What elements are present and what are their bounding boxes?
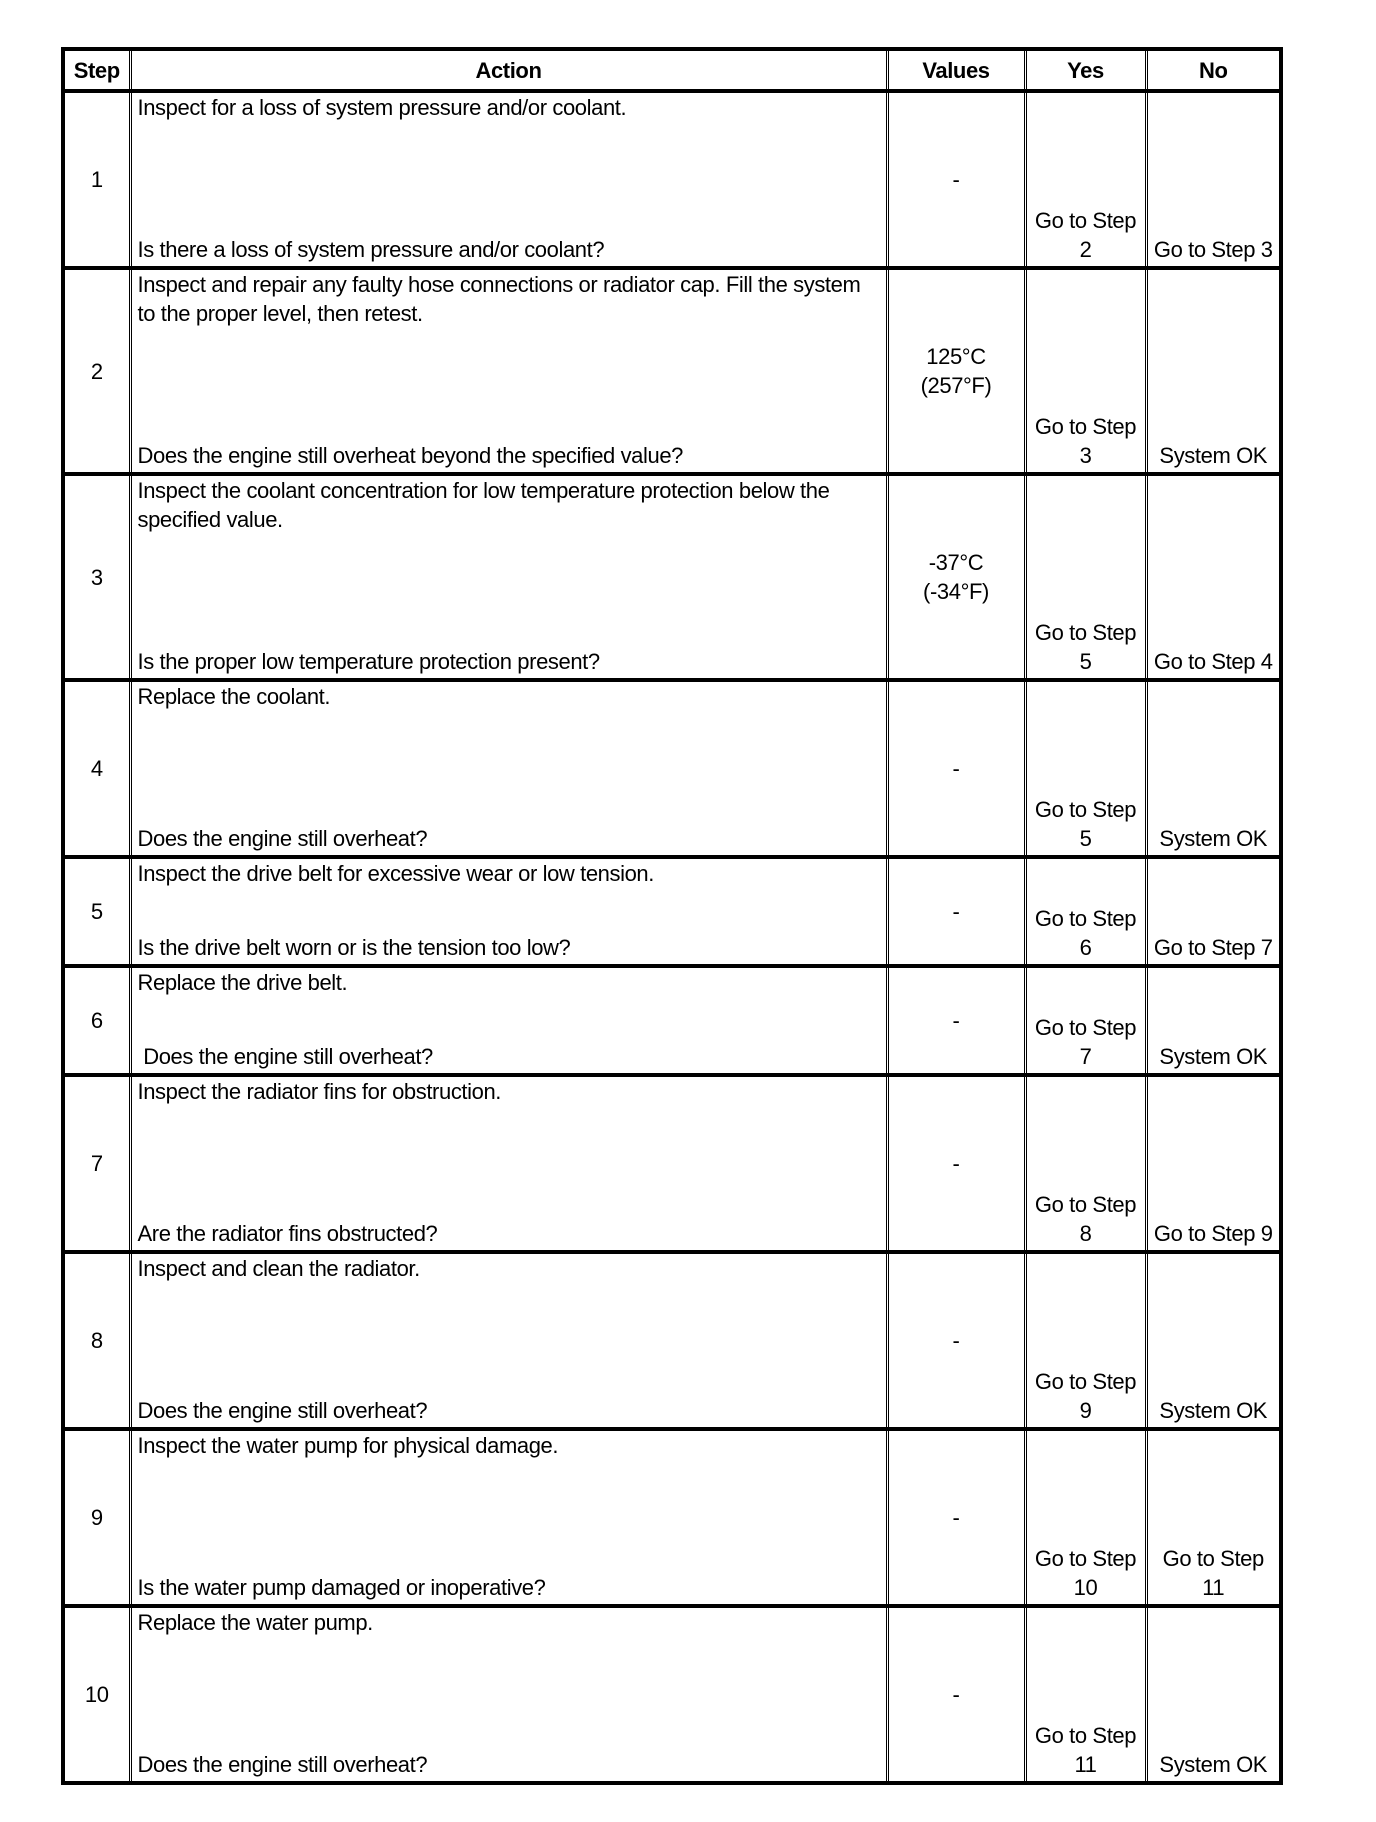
action-instruction: Inspect the coolant concentration for low temperature protection below the specified value. bbox=[137, 478, 830, 532]
table-row bbox=[63, 1606, 1281, 1783]
yes-cell: Go to Step 8 bbox=[1025, 1075, 1146, 1252]
value-cell: - bbox=[887, 857, 1025, 966]
no-cell: Go to Step 9 bbox=[1146, 1075, 1281, 1252]
header-action: Action bbox=[130, 49, 887, 91]
action-question: Is the proper low temperature protection present? bbox=[137, 649, 600, 674]
action-question: Is the drive belt worn or is the tension too low? bbox=[137, 935, 571, 960]
yes-cell: Go to Step 5 bbox=[1025, 474, 1146, 680]
step-number: 3 bbox=[63, 474, 130, 680]
action-question: Does the engine still overheat? bbox=[137, 826, 428, 851]
action-instruction: Inspect the radiator fins for obstruction. bbox=[137, 1079, 502, 1104]
value-cell: - bbox=[887, 91, 1025, 268]
action-question: Does the engine still overheat? bbox=[137, 1752, 428, 1777]
step-number: 4 bbox=[63, 680, 130, 857]
no-cell: Go to Step 11 bbox=[1146, 1429, 1281, 1606]
value-cell: - bbox=[887, 1075, 1025, 1252]
table-row bbox=[63, 966, 1281, 1075]
action-question: Are the radiator fins obstructed? bbox=[137, 1221, 438, 1246]
action-instruction: Replace the water pump. bbox=[137, 1610, 373, 1635]
action-instruction: Replace the coolant. bbox=[137, 684, 331, 709]
step-number: 6 bbox=[63, 966, 130, 1075]
action-cell bbox=[130, 1252, 887, 1429]
no-cell: Go to Step 7 bbox=[1146, 857, 1281, 966]
no-cell: Go to Step 3 bbox=[1146, 91, 1281, 268]
no-cell: System OK bbox=[1146, 1606, 1281, 1783]
yes-cell: Go to Step 5 bbox=[1025, 680, 1146, 857]
yes-cell: Go to Step 7 bbox=[1025, 966, 1146, 1075]
step-number: 9 bbox=[63, 1429, 130, 1606]
table-row bbox=[63, 1252, 1281, 1429]
action-instruction: Replace the drive belt. bbox=[137, 970, 348, 995]
step-number: 10 bbox=[63, 1606, 130, 1783]
no-cell: System OK bbox=[1146, 680, 1281, 857]
step-number: 7 bbox=[63, 1075, 130, 1252]
action-cell bbox=[130, 91, 887, 268]
table-row bbox=[63, 1429, 1281, 1606]
action-cell bbox=[130, 680, 887, 857]
action-cell bbox=[130, 1075, 887, 1252]
yes-cell: Go to Step 9 bbox=[1025, 1252, 1146, 1429]
action-cell bbox=[130, 857, 887, 966]
header-step: Step bbox=[63, 49, 130, 91]
action-question: Does the engine still overheat? bbox=[137, 1044, 433, 1069]
value-cell: - bbox=[887, 966, 1025, 1075]
action-question: Does the engine still overheat beyond the specified value? bbox=[137, 443, 684, 468]
action-instruction: Inspect the drive belt for excessive wear or low tension. bbox=[137, 861, 654, 886]
table-row bbox=[63, 1075, 1281, 1252]
header-yes: Yes bbox=[1025, 49, 1146, 91]
yes-cell: Go to Step 6 bbox=[1025, 857, 1146, 966]
step-number: 5 bbox=[63, 857, 130, 966]
action-cell bbox=[130, 1606, 887, 1783]
action-instruction: Inspect and clean the radiator. bbox=[137, 1256, 420, 1281]
table-row bbox=[63, 268, 1281, 474]
no-cell: System OK bbox=[1146, 966, 1281, 1075]
action-question: Is the water pump damaged or inoperative? bbox=[137, 1575, 546, 1600]
table-row bbox=[63, 474, 1281, 680]
action-instruction: Inspect the water pump for physical damage. bbox=[137, 1433, 559, 1458]
action-cell bbox=[130, 1429, 887, 1606]
header-values: Values bbox=[887, 49, 1025, 91]
header-no: No bbox=[1146, 49, 1281, 91]
no-cell: System OK bbox=[1146, 268, 1281, 474]
action-instruction: Inspect and repair any faulty hose connections or radiator cap. Fill the system to the proper level, then retest. bbox=[137, 272, 861, 326]
table-row bbox=[63, 91, 1281, 268]
yes-cell: Go to Step 2 bbox=[1025, 91, 1146, 268]
yes-cell: Go to Step 10 bbox=[1025, 1429, 1146, 1606]
value-cell: - bbox=[887, 680, 1025, 857]
diagnostic-table bbox=[61, 47, 1283, 1785]
value-cell: - bbox=[887, 1606, 1025, 1783]
step-number: 8 bbox=[63, 1252, 130, 1429]
yes-cell: Go to Step 11 bbox=[1025, 1606, 1146, 1783]
no-cell: Go to Step 4 bbox=[1146, 474, 1281, 680]
action-cell bbox=[130, 268, 887, 474]
no-cell: System OK bbox=[1146, 1252, 1281, 1429]
header-row bbox=[63, 49, 1281, 91]
value-cell: - bbox=[887, 1429, 1025, 1606]
value-cell: -37°C (-34°F) bbox=[887, 474, 1025, 680]
table-row bbox=[63, 857, 1281, 966]
action-cell bbox=[130, 474, 887, 680]
table-row bbox=[63, 680, 1281, 857]
value-cell: - bbox=[887, 1252, 1025, 1429]
action-cell bbox=[130, 966, 887, 1075]
yes-cell: Go to Step 3 bbox=[1025, 268, 1146, 474]
step-number: 2 bbox=[63, 268, 130, 474]
action-instruction: Inspect for a loss of system pressure and/or coolant. bbox=[137, 95, 627, 120]
step-number: 1 bbox=[63, 91, 130, 268]
value-cell: 125°C (257°F) bbox=[887, 268, 1025, 474]
action-question: Does the engine still overheat? bbox=[137, 1398, 428, 1423]
action-question: Is there a loss of system pressure and/or coolant? bbox=[137, 237, 605, 262]
